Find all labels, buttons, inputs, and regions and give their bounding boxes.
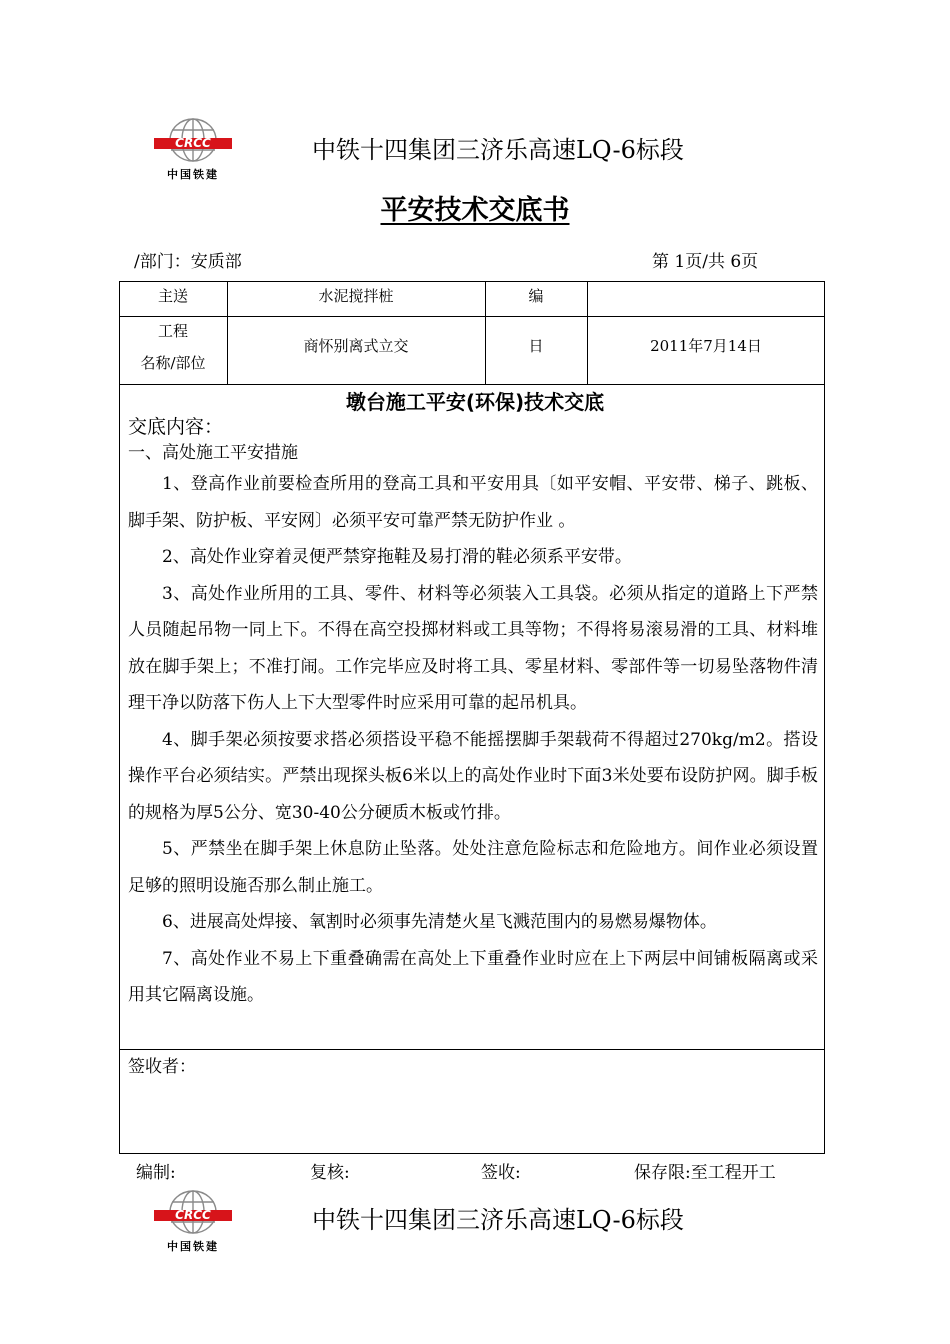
paragraph: 2、高处作业穿着灵便严禁穿拖鞋及易打滑的鞋必须系平安带。 bbox=[162, 547, 632, 567]
document-title: 平安技术交底书 bbox=[380, 195, 570, 226]
content-label: 交底内容： bbox=[128, 416, 224, 438]
project-label-line2: 名称/部位 bbox=[140, 354, 206, 372]
section-title: 墩台施工平安(环保)技术交底 bbox=[345, 390, 605, 414]
retention-label: 保存限:至工程开工 bbox=[634, 1163, 776, 1183]
paragraph: 5、严禁坐在脚手架上休息防止坠落。处处注意危险标志和危险地方。间作业必须设置足够的照明设施否那么制止施工。 bbox=[128, 839, 818, 896]
recipient-value: 水泥搅拌桩 bbox=[318, 287, 394, 305]
paragraph: 7、高处作业不易上下重叠确需在高处上下重叠作业时应在上下两层中间铺板隔离或采用其它隔离设施。 bbox=[128, 948, 818, 1005]
svg-text:CRCC: CRCC bbox=[175, 1208, 211, 1222]
date-value: 2011年7月14日 bbox=[650, 337, 762, 355]
page-counter: 第 1页/共 6页 bbox=[652, 252, 759, 272]
paragraph: 1、登高作业前要检查所用的登高工具和平安用具〔如平安帽、平安带、梯子、跳板、脚手架、防护板、平安网〕必须平安可靠严禁无防护作业 。 bbox=[128, 474, 818, 531]
logo-caption: 中国铁建 bbox=[167, 1240, 219, 1253]
project-value: 商怀别离式立交 bbox=[303, 337, 409, 355]
table-divider bbox=[119, 1049, 825, 1050]
number-label: 编 bbox=[528, 287, 544, 305]
crcc-logo bbox=[150, 116, 236, 180]
editor-label: 编制: bbox=[136, 1163, 176, 1183]
receiver-label: 签收: bbox=[481, 1163, 521, 1183]
paragraph: 4、脚手架必须按要求搭必须搭设平稳不能摇摆脚手架载荷不得超过270kg/m2。搭设操作平台必须结实。严禁出现探头板6米以上的高处作业时下面3米处要布设防护网。脚手板的规格为厚5公分、宽30-40公分硬质木板或竹排。 bbox=[128, 729, 818, 823]
signature-label: 签收者： bbox=[128, 1057, 196, 1077]
company-name: 中铁十四集团三济乐高速LQ-6标段 bbox=[312, 136, 684, 164]
reviewer-label: 复核: bbox=[310, 1163, 350, 1183]
department: /部门：安质部 bbox=[134, 252, 242, 272]
svg-text:CRCC: CRCC bbox=[175, 136, 211, 150]
company-name: 中铁十四集团三济乐高速LQ-6标段 bbox=[312, 1206, 684, 1234]
section-heading: 一、高处施工平安措施 bbox=[128, 443, 298, 463]
table-divider bbox=[119, 384, 825, 385]
paragraph: 6、进展高处焊接、氧割时必须事先清楚火星飞溅范围内的易燃易爆物体。 bbox=[162, 912, 717, 932]
recipient-label: 主送 bbox=[157, 287, 188, 305]
disclosure-body bbox=[128, 466, 818, 1014]
logo-caption: 中国铁建 bbox=[167, 168, 219, 181]
paragraph: 3、高处作业所用的工具、零件、材料等必须装入工具袋。必须从指定的道路上下严禁人员随起吊物一同上下。不得在高空投掷材料或工具等物；不得将易滚易滑的工具、材料堆放在脚手架上；不准打闹。工作完毕应及时将工具、零星材料、零部件等一切易坠落物件清理干净以防落下伤人上下大型零件时应采用可靠的起吊机具。 bbox=[128, 583, 818, 713]
date-label: 日 bbox=[528, 337, 544, 355]
project-label-line1: 工程 bbox=[157, 322, 188, 340]
crcc-logo bbox=[150, 1188, 236, 1252]
